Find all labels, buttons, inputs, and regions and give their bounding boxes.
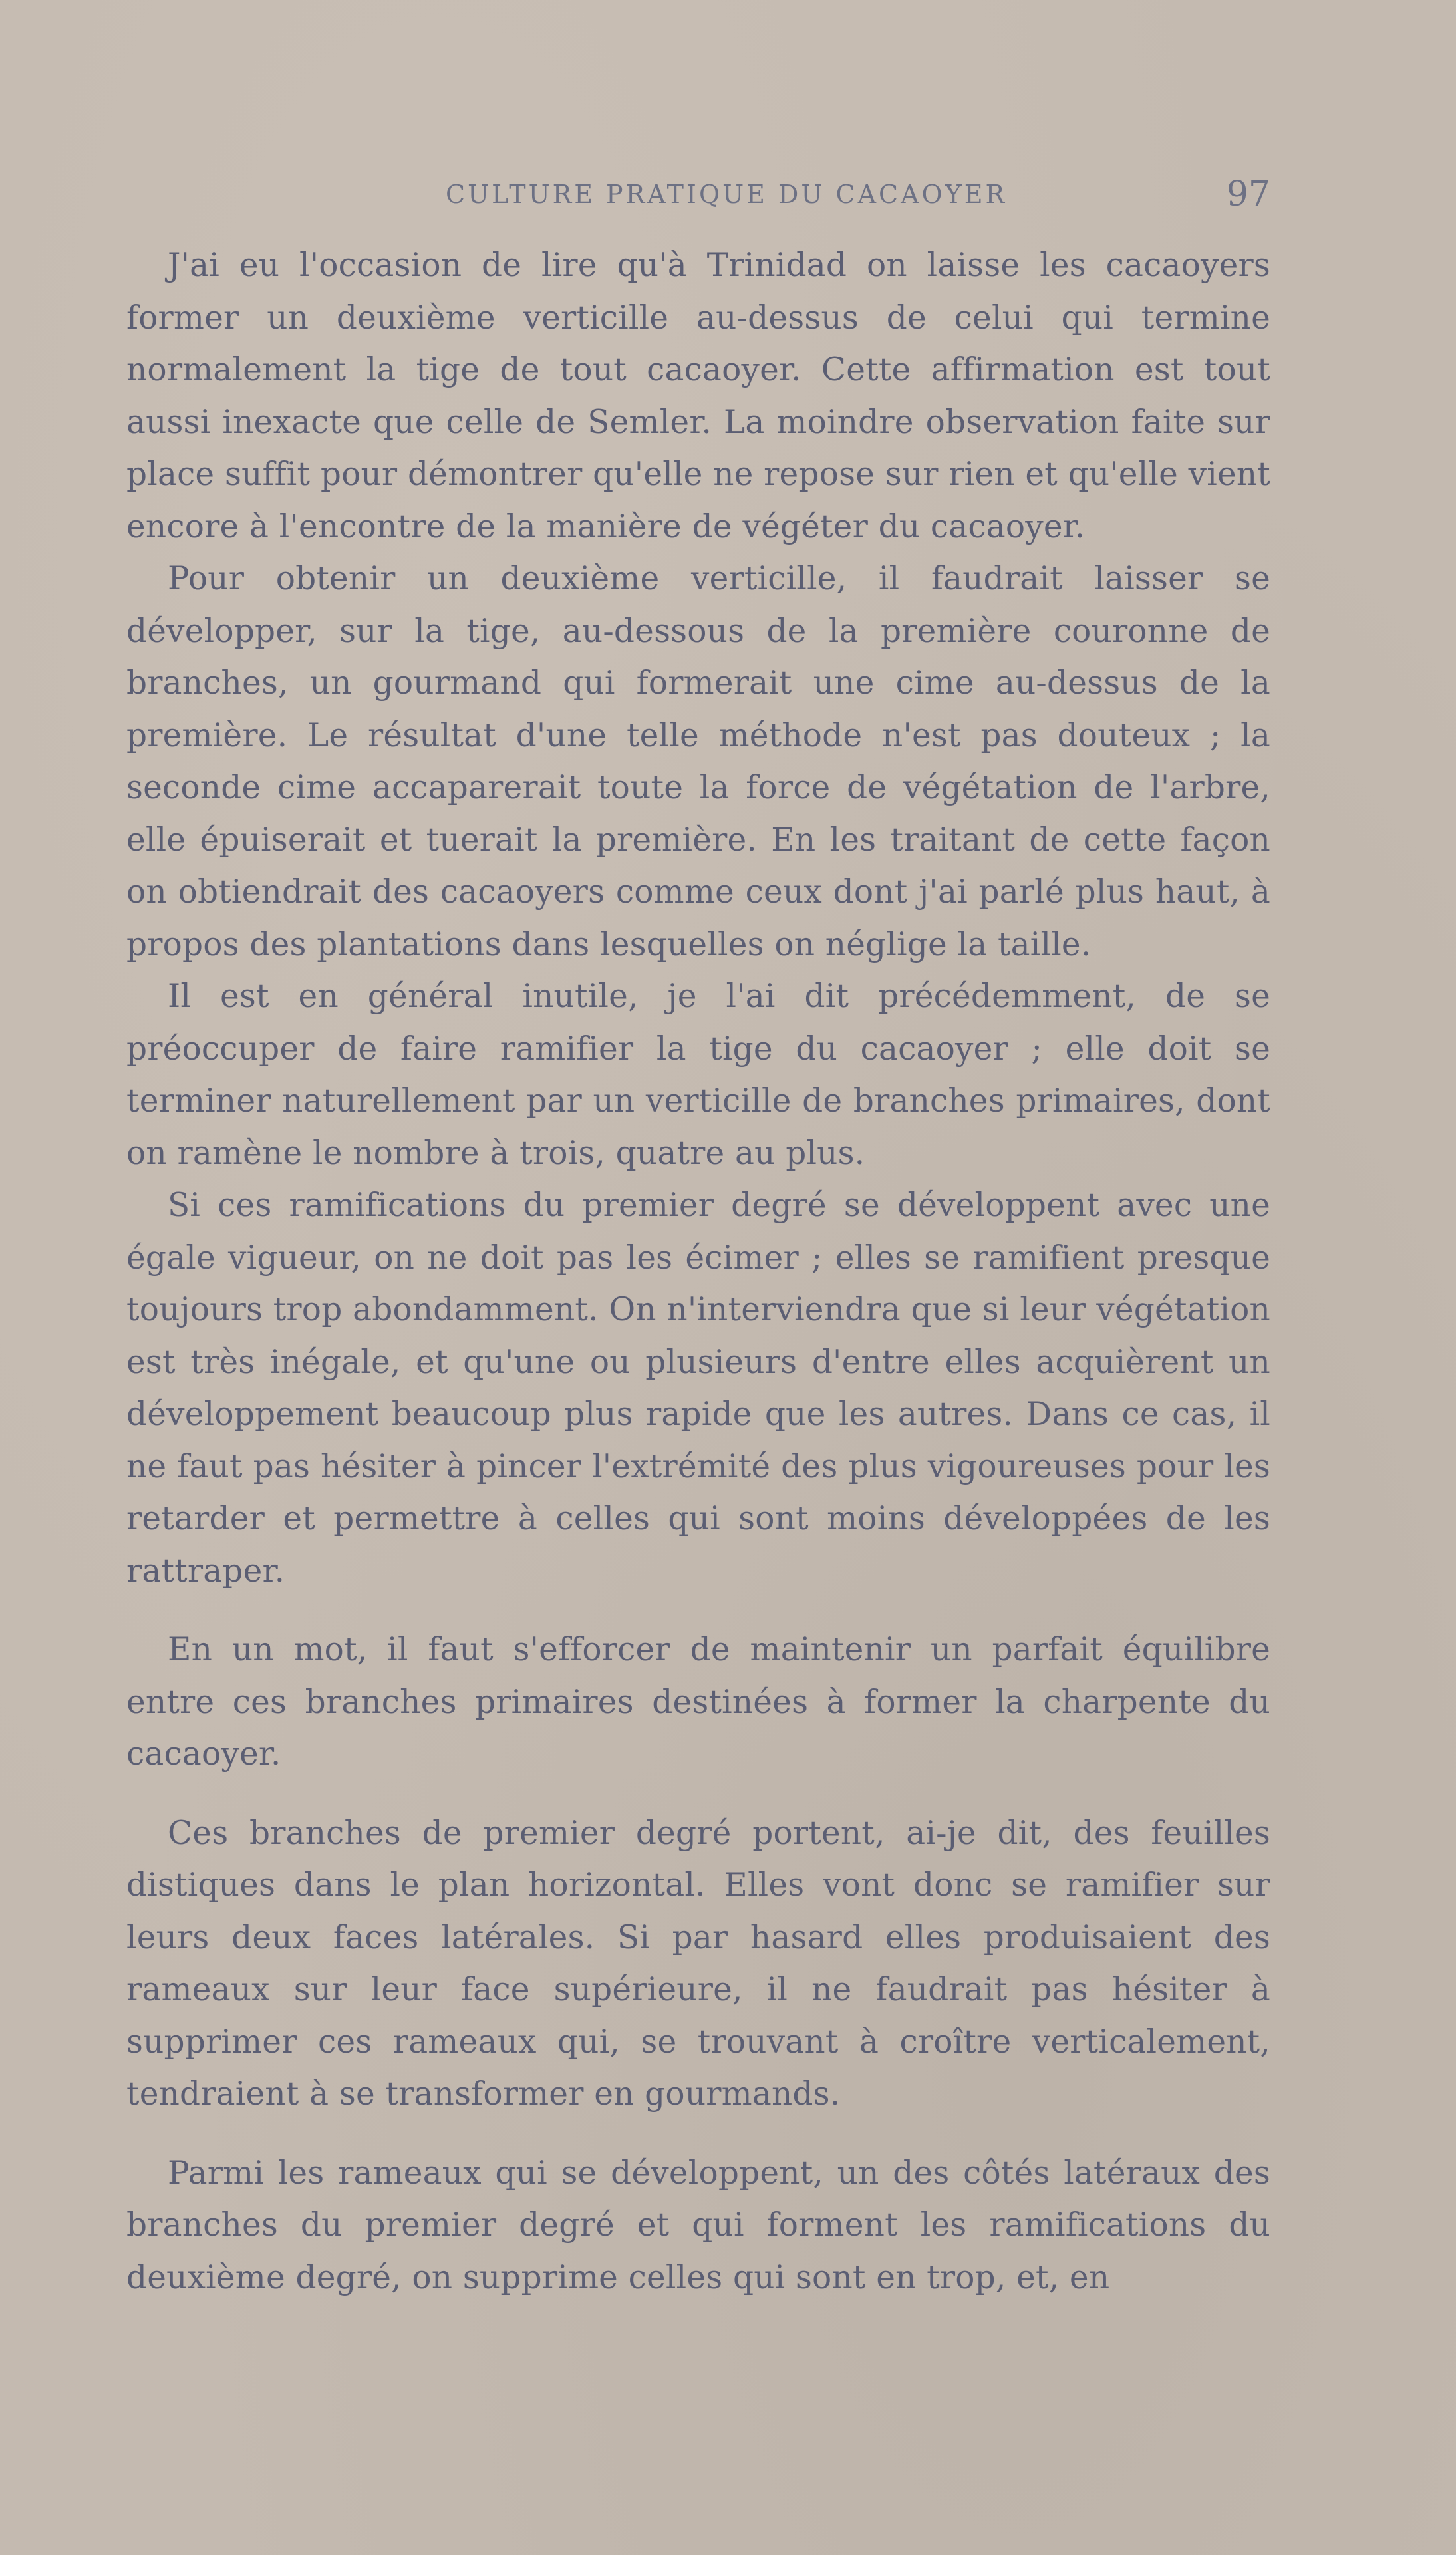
paragraph-6: Ces branches de premier degré portent, ai-je dit, des feuilles distiques dans le plan horizontal. Elles vont donc se ramifier sur leurs deux faces latérales. Si par hasard elles produisaient des rameaux sur leur face supérieure, il ne faudrait pas hésiter à supprimer ces rameaux qui, se trouvant à croître verticalement, tendraient à se transformer en gourmands.	[126, 1814, 1270, 2113]
paragraph-1: J'ai eu l'occasion de lire qu'à Trinidad on laisse les cacaoyers former un deuxième verticille au-dessus de celui qui termine normalement la tige de tout cacaoyer. Cette affirmation est tout aussi inexacte que celle de Semler. La moindre observation faite sur place suffit pour démontrer qu'elle ne repose sur rien et qu'elle vient encore à l'encontre de la manière de végéter du cacaoyer.	[126, 247, 1270, 545]
paragraph-2: Pour obtenir un deuxième verticille, il faudrait laisser se développer, sur la tige, au-dessous de la première couronne de branches, un gourmand qui formerait une cime au-dessus de la première. Le résultat d'une telle méthode n'est pas douteux ; la seconde cime accaparerait toute la force de végétation de l'arbre, elle épuiserait et tuerait la première. En les traitant de cette façon on obtiendrait des cacaoyers comme ceux dont j'ai parlé plus haut, à propos des plantations dans lesquelles on néglige la taille.	[126, 560, 1270, 963]
running-head	[126, 174, 1270, 221]
paragraph-4: Si ces ramifications du premier degré se développent avec une égale vigueur, on ne doit pas les écimer ; elles se ramifient presque toujours trop abondamment. On n'interviendra que si leur végétation est très inégale, et qu'une ou plusieurs d'entre elles acquièrent un développement beaucoup plus rapide que les autres. Dans ce cas, il ne faut pas hésiter à pincer l'extrémité des plus vigoureuses pour les retarder et permettre à celles qui sont moins développées de les rattraper.	[126, 1187, 1270, 1590]
paragraph-7: Parmi les rameaux qui se développent, un des côtés latéraux des branches du premier degré et qui forment les ramifications du deuxième degré, on supprime celles qui sont en trop, et, en	[126, 2154, 1270, 2296]
body-text	[126, 239, 1270, 2304]
running-title: CULTURE PRATIQUE DU CACAOYER	[446, 180, 1008, 209]
paragraph-5: En un mot, il faut s'efforcer de maintenir un parfait équilibre entre ces branches primaires destinées à former la charpente du cacaoyer.	[126, 1631, 1270, 1773]
paragraph-3: Il est en général inutile, je l'ai dit précédemment, de se préoccuper de faire ramifier la tige du cacaoyer ; elle doit se terminer naturellement par un verticille de branches primaires, dont on ramène le nombre à trois, quatre au plus.	[126, 978, 1270, 1172]
page-number: 97	[1226, 174, 1270, 214]
